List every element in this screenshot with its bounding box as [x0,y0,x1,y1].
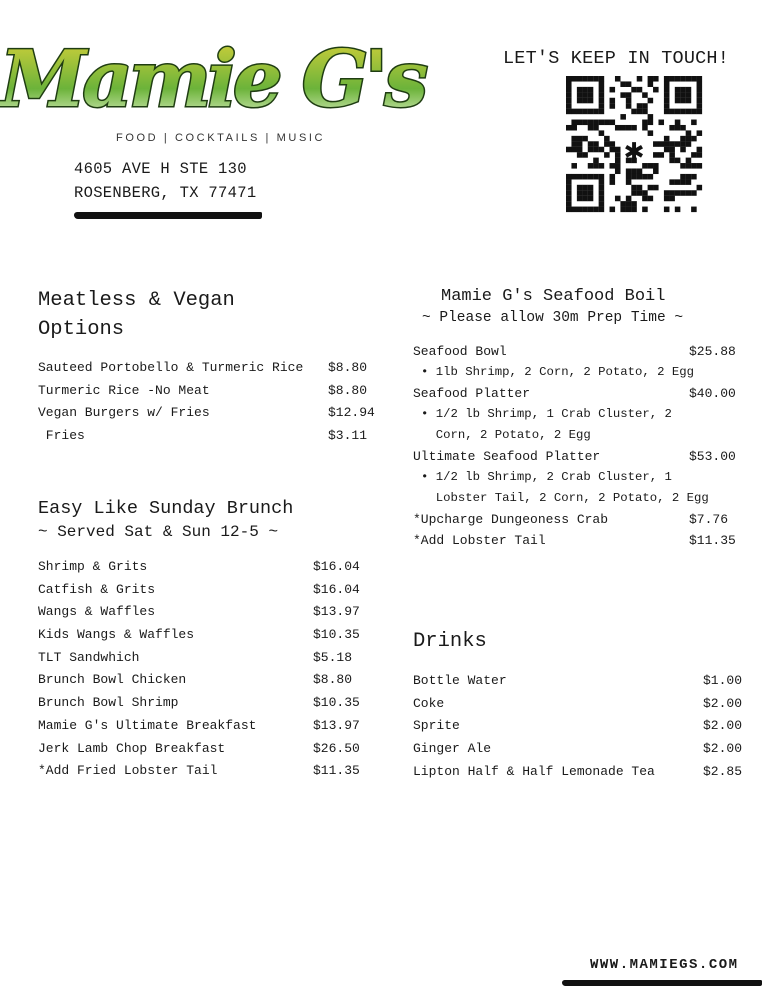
menu-item-price: $5.18 [313,649,353,665]
menu-item-price: $2.85 [703,763,743,779]
menu-item [38,601,368,624]
menu-item [38,692,368,715]
menu-item-price: $16.04 [313,559,360,574]
menu-item [38,624,368,647]
menu-item-name: Ultimate Seafood Platter [413,449,601,464]
menu-item-details: • 1lb Shrimp, 2 Corn, 2 Potato, 2 Egg [421,365,695,379]
menu-item-name: *Add Lobster Tail [413,533,546,548]
menu-item-name: Ginger Ale [413,741,492,757]
address-line-1: 4605 AVE H STE 130 [74,160,247,178]
menu-item [38,425,378,448]
svg-text:Mamie G's: Mamie G's [0,34,425,125]
keep-in-touch-heading: LET'S KEEP IN TOUCH! [503,48,730,69]
menu-item-name: Jerk Lamb Chop Breakfast [38,740,226,756]
menu-item-name: Vegan Burgers w/ Fries [38,405,210,421]
menu-item-details: Lobster Tail, 2 Corn, 2 Potato, 2 Egg [421,491,709,505]
menu-item [38,760,368,783]
menu-item-name: Coke [413,695,445,711]
menu-item-name: Catfish & Grits [38,581,156,597]
menu-item [413,738,743,761]
menu-item [413,670,743,693]
menu-item-details: • 1/2 lb Shrimp, 2 Crab Cluster, 1 [421,470,672,484]
meatless-title-line2: Options [38,318,125,341]
address-line-2: ROSENBERG, TX 77471 [74,184,257,202]
menu-item [38,380,378,403]
menu-item-name: Mamie G's Ultimate Breakfast [38,717,257,733]
menu-item [413,761,743,784]
menu-item [38,556,368,579]
menu-item [38,579,368,602]
menu-item-name: Lipton Half & Half Lemonade Tea [413,763,655,779]
drinks-title: Drinks [413,630,487,653]
menu-item-price: $7.76 [689,512,729,527]
menu-item-price: $40.00 [689,386,736,401]
menu-item-details: • 1/2 lb Shrimp, 1 Crab Cluster, 2 [421,407,672,421]
brush-divider-footer [562,980,762,986]
brunch-subtitle: ~ Served Sat & Sun 12-5 ~ [38,523,279,541]
menu-item-name: Kids Wangs & Waffles [38,627,195,643]
menu-item [38,669,368,692]
menu-item-price: $11.35 [313,763,360,779]
menu-item [413,446,743,467]
menu-item [38,715,368,738]
menu-item [38,738,368,761]
menu-item-name: *Add Fried Lobster Tail [38,763,218,779]
menu-item-name: TLT Sandwhich [38,649,140,665]
menu-item-price: $8.80 [328,360,368,375]
menu-item-price: $26.50 [313,740,360,756]
drinks-list [413,670,743,783]
brush-divider [74,212,262,219]
website-link[interactable]: WWW.MAMIEGS.COM [590,957,739,973]
menu-item-price: $13.97 [313,717,360,733]
menu-item [413,715,743,738]
menu-item-price: $13.97 [313,604,360,620]
menu-item-name: Sauteed Portobello & Turmeric Rice [38,360,304,375]
menu-item-name: Brunch Bowl Shrimp [38,695,179,711]
tagline: FOOD | COCKTAILS | MUSIC [116,132,326,144]
menu-item [38,647,368,670]
menu-item-name: Bottle Water [413,673,507,688]
menu-item-name: Seafood Platter [413,386,531,401]
menu-item-name: Turmeric Rice -No Meat [38,382,210,398]
seafood-list [413,341,743,551]
menu-item-name: Wangs & Waffles [38,604,156,620]
menu-item [413,530,743,551]
menu-item-price: $53.00 [689,449,736,464]
menu-item-price: $2.00 [703,718,743,734]
menu-item-price: $2.00 [703,741,743,757]
qr-code-icon[interactable] [566,76,702,212]
meatless-list [38,357,378,448]
menu-item-name: Sprite [413,718,460,734]
menu-item [413,509,743,530]
menu-item-name: Brunch Bowl Chicken [38,672,187,688]
menu-item-price: $2.00 [703,695,743,711]
brunch-title: Easy Like Sunday Brunch [38,498,294,519]
svg-text:✱: ✱ [624,133,644,171]
menu-item-price: $11.35 [689,533,736,548]
menu-item-name: *Upcharge Dungeoness Crab [413,512,609,527]
menu-item-price: $12.94 [328,405,375,421]
seafood-subtitle: ~ Please allow 30m Prep Time ~ [422,310,684,326]
menu-item-name: Shrimp & Grits [38,559,148,574]
menu-item-price: $1.00 [703,673,743,688]
menu-item-price: $10.35 [313,627,360,643]
brunch-list [38,556,368,783]
menu-item-price: $25.88 [689,344,736,359]
seafood-title: Mamie G's Seafood Boil [441,287,666,306]
menu-item-price: $16.04 [313,581,360,597]
logo [0,14,425,134]
menu-item-price: $8.80 [313,672,353,688]
menu-item [413,341,743,362]
meatless-section-title [38,286,235,344]
menu-item-price: $3.11 [328,428,368,444]
menu-item-price: $10.35 [313,695,360,711]
menu-item-details: Corn, 2 Potato, 2 Egg [421,428,591,442]
menu-item [413,383,743,404]
meatless-title-line1: Meatless & Vegan [38,289,235,312]
menu-item-price: $8.80 [328,382,368,398]
menu-item [38,402,378,425]
menu-item [38,357,378,380]
menu-item [413,693,743,716]
menu-item-name: Fries [38,428,85,444]
menu-item-name: Seafood Bowl [413,344,507,359]
